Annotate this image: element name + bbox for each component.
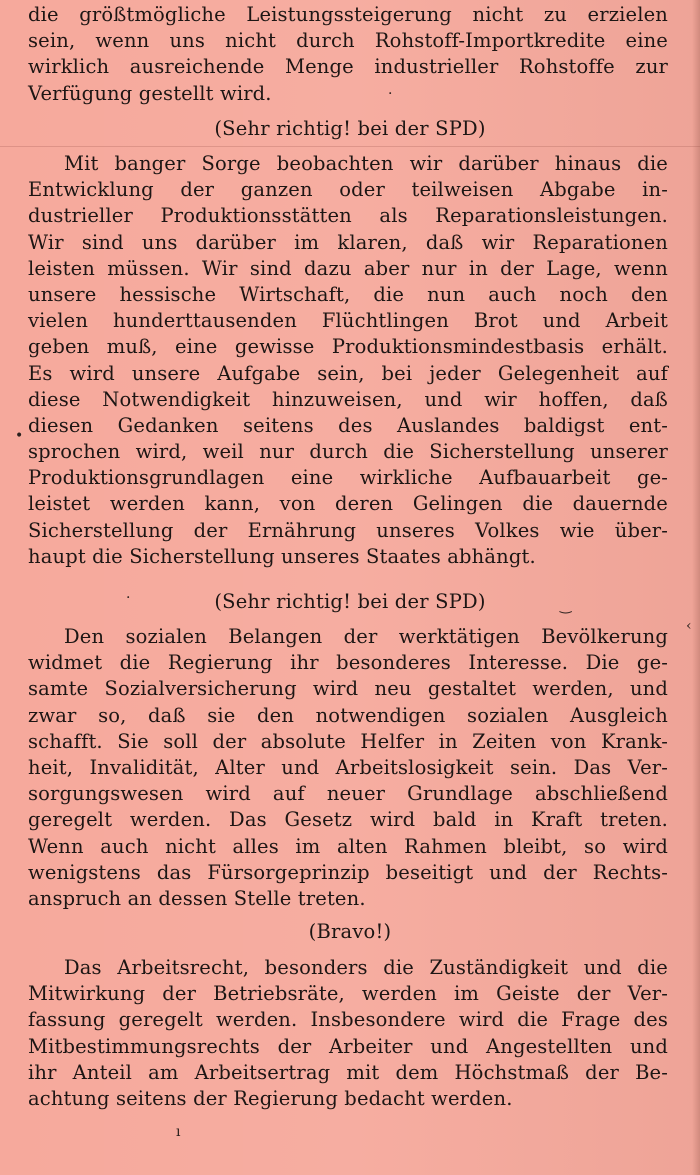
- interjection-sehr-richtig-1: (Sehr richtig! bei der SPD): [214, 117, 486, 140]
- print-speck: ı: [176, 1124, 181, 1140]
- page-edge-shadow: [692, 0, 700, 1175]
- print-speck: ·: [126, 590, 131, 606]
- paragraph-3: [28, 624, 668, 912]
- paragraph-4-line: Mitwirkung der Betriebsräte, werden im Geiste der Ver-: [28, 982, 668, 1006]
- paragraph-2-line: dustrieller Produktionsstätten als Reparationsleistungen.: [28, 204, 668, 228]
- paragraph-3-line: anspruch an dessen Stelle treten.: [28, 886, 366, 910]
- print-speck: ·: [388, 86, 393, 102]
- paragraph-3-line: Wenn auch nicht alles im alten Rahmen bleibt, so wird: [28, 834, 668, 858]
- paragraph-2-line: diese Notwendigkeit hinzuweisen, und wir hoffen, daß: [28, 387, 668, 411]
- margin-dot-mark: •: [15, 428, 24, 444]
- paragraph-3-line: Den sozialen Belangen der werktätigen Bevölkerung: [64, 625, 668, 648]
- interjection-sehr-richtig-2: (Sehr richtig! bei der SPD): [214, 590, 486, 613]
- paragraph-1: [28, 2, 668, 107]
- paragraph-2-line: Es wird unsere Aufgabe sein, bei jeder Gelegenheit auf: [28, 361, 668, 385]
- print-speck: ‹: [686, 618, 692, 634]
- paragraph-1-line: wirklich ausreichende Menge industrieller Rohstoffe zur: [28, 55, 668, 79]
- paragraph-3-line: wenigstens das Fürsorgeprinzip beseitigt und der Rechts-: [28, 860, 668, 884]
- paragraph-2-line: haupt die Sicherstellung unseres Staates abhängt.: [28, 544, 536, 568]
- paragraph-2-line: diesen Gedanken seitens des Auslandes baldigst ent-: [28, 413, 668, 437]
- interjection-bravo: (Bravo!): [308, 920, 392, 943]
- paragraph-2-line: vielen hunderttausenden Flüchtlingen Brot und Arbeit: [28, 309, 668, 333]
- paragraph-2-line: Produktionsgrundlagen eine wirkliche Aufbauarbeit ge-: [28, 466, 668, 490]
- paragraph-2-line: Mit banger Sorge beobachten wir darüber hinaus die: [64, 152, 668, 175]
- paragraph-4-line: achtung seitens der Regierung bedacht werden.: [28, 1086, 513, 1110]
- paragraph-2-line: unsere hessische Wirtschaft, die nun auch noch den: [28, 282, 668, 306]
- paragraph-4-line: Mitbestimmungsrechts der Arbeiter und Angestellten und: [28, 1034, 668, 1058]
- paragraph-2-line: sprochen wird, weil nur durch die Sicherstellung unserer: [28, 440, 668, 464]
- paragraph-3-line: heit, Invalidität, Alter und Arbeitslosigkeit sein. Das Ver-: [28, 755, 668, 779]
- paragraph-4-line: Das Arbeitsrecht, besonders die Zuständigkeit und die: [64, 956, 668, 979]
- paragraph-4-line: ihr Anteil am Arbeitsertrag mit dem Höchstmaß der Be-: [28, 1060, 668, 1084]
- paragraph-2-line: Sicherstellung der Ernährung unseres Volkes wie über-: [28, 518, 668, 542]
- paragraph-4: [28, 955, 668, 1112]
- paragraph-1-line: die größtmögliche Leistungssteigerung nicht zu erzielen: [28, 3, 668, 26]
- paragraph-2-line: Wir sind uns darüber im klaren, daß wir Reparationen: [28, 230, 668, 254]
- paragraph-3-line: sorgungswesen wird auf neuer Grundlage abschließend: [28, 782, 668, 806]
- paragraph-3-line: schafft. Sie soll der absolute Helfer in Zeiten von Krank-: [28, 729, 668, 753]
- paragraph-4-line: fassung geregelt werden. Insbesondere wird die Frage des: [28, 1008, 668, 1032]
- paragraph-3-line: samte Sozialversicherung wird neu gestaltet werden, und: [28, 677, 668, 701]
- paragraph-2: [28, 151, 668, 570]
- paragraph-2-line: leisten müssen. Wir sind dazu aber nur in der Lage, wenn: [28, 256, 668, 280]
- paragraph-3-line: widmet die Regierung ihr besonderes Interesse. Die ge-: [28, 651, 668, 675]
- paragraph-3-line: geregelt werden. Das Gesetz wird bald in Kraft treten.: [28, 808, 668, 832]
- paragraph-2-line: leistet werden kann, von deren Gelingen die dauernde: [28, 492, 668, 516]
- paragraph-3-line: zwar so, daß sie den notwendigen sozialen Ausgleich: [28, 703, 668, 727]
- paragraph-1-line: sein, wenn uns nicht durch Rohstoff-Importkredite eine: [28, 29, 668, 53]
- paper-fold-line: [0, 146, 700, 147]
- paragraph-2-line: Entwicklung der ganzen oder teilweisen Abgabe in-: [28, 178, 668, 202]
- paragraph-2-line: geben muß, eine gewisse Produktionsmindestbasis erhält.: [28, 335, 668, 359]
- print-speck: ‿: [560, 598, 572, 614]
- paragraph-1-line: Verfügung gestellt wird.: [28, 81, 272, 105]
